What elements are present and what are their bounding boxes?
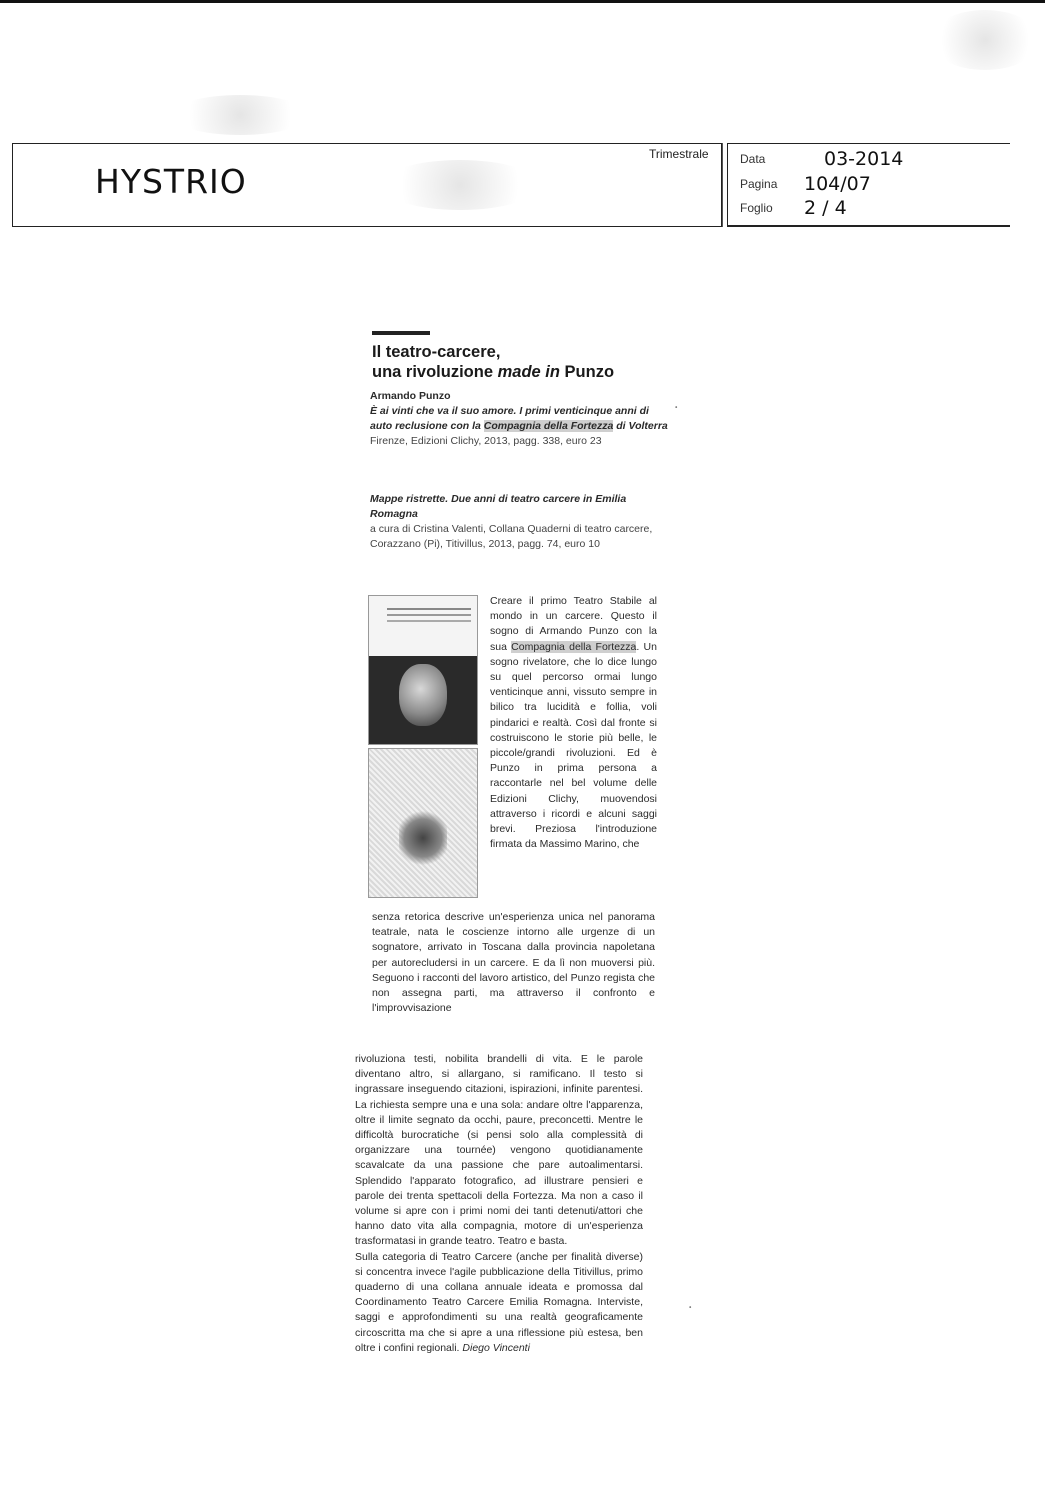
author-signature: Diego Vincenti xyxy=(462,1341,530,1354)
sheet-value: 2 / 4 xyxy=(804,197,847,219)
scan-mark: · xyxy=(688,1300,693,1316)
scan-mark: · xyxy=(674,400,679,416)
book1-reference xyxy=(370,389,670,449)
headline-line1: Il teatro-carcere, xyxy=(372,343,501,361)
article-paragraph-3-4 xyxy=(355,1052,643,1356)
book1-title-highlight: Compagnia della Fortezza xyxy=(483,420,614,432)
book2-cover-image xyxy=(368,748,478,898)
headline-line2-pre: una rivoluzione xyxy=(372,363,498,381)
masthead-title: HYSTRIO xyxy=(95,162,247,201)
book2-title: Mappe ristrette. Due anni di teatro carcere in Emilia Romagna xyxy=(370,493,627,520)
book1-publisher: Firenze, Edizioni Clichy, 2013, pagg. 338, euro 23 xyxy=(370,435,602,447)
page-value: 104/07 xyxy=(804,173,871,195)
book1-title-pre: È ai vinti che va il suo amore. I primi venticinque anni di auto reclusione con la xyxy=(370,405,649,432)
cover-emblem xyxy=(399,809,447,867)
article-paragraph-1 xyxy=(490,594,657,852)
issue-meta-box xyxy=(727,143,1010,227)
scan-noise xyxy=(930,10,1040,70)
article-paragraph-2: senza retorica descrive un'esperienza unica nel panorama teatrale, nata le coscienze intorno alle urgenze di un sognatore, arrivato in Toscana dalla provincia napoletana per autorecludersi in un carcere. E da lì non muoversi più. Seguono i racconti del lavoro artistico, del Punzo regista che non assegna parti, ma attraverso il confronto e l'improvvisazione xyxy=(372,911,655,1015)
date-label: Data xyxy=(740,152,766,166)
masthead-box xyxy=(12,143,722,227)
scan-noise xyxy=(170,95,310,135)
top-scan-edge xyxy=(0,0,1045,3)
para3-text: rivoluziona testi, nobilita brandelli di vita. E le parole diventano altro, si allargano, si ramificano. Il testo si ingrassare inseguendo citazioni, ispirazioni, infinite parentesi. La richiesta sempre una e una sola: andare oltre l'apparenza, oltre il limite segnato da occhi, paure, preconcetti. Mentre le difficoltà burocratiche (si pensi solo alla complessità di organizzare una tournée) vengono quotidianamente scavalcate da una passione che pare autoalimentarsi. Splendido l'apparato fotografico, ad illustrare pensieri e parole dei trenta spettacoli della Fortezza. Ma non a caso il volume si apre con i primi nomi dei tanti detenuti/attori che hanno dato vita alla compagnia, motore di un'esperienza trasformatasi in grande teatro. Teatro e basta. xyxy=(355,1053,643,1248)
headline-line2-post: Punzo xyxy=(559,363,615,381)
book1-title xyxy=(370,404,670,434)
para1-highlight: Compagnia della Fortezza xyxy=(511,640,637,653)
portrait-photo xyxy=(399,664,447,726)
cover-title-lines xyxy=(387,608,471,610)
headline-line2-em: made in xyxy=(497,363,560,381)
periodicity-label: Trimestrale xyxy=(649,147,709,161)
book1-title-post: di Volterra xyxy=(613,420,668,432)
article-headline xyxy=(372,342,672,382)
book2-publisher: a cura di Cristina Valenti, Collana Quaderni di teatro carcere, Corazzano (Pi), Titivillus, 2013, pagg. 74, euro 10 xyxy=(370,523,653,550)
date-value: 03-2014 xyxy=(824,148,904,170)
page-label: Pagina xyxy=(740,177,778,191)
book1-author: Armando Punzo xyxy=(370,390,451,402)
article-rule xyxy=(372,331,430,335)
book2-reference xyxy=(370,492,670,552)
para1-text-a: Creare il primo Teatro Stabile al mondo in un carcere. Questo il sogno di Armando Punzo con la sua xyxy=(490,595,657,653)
sheet-label: Foglio xyxy=(740,201,773,215)
para4-text: Sulla categoria di Teatro Carcere (anche per finalità diverse) si concentra invece l'agile pubblicazione della Titivillus, primo quaderno di una collana annuale ideata e promossa dal Coordinamento Teatro Carcere Emilia Romagna. Interviste, saggi e approfondimenti su una realtà geograficamente circoscritta ma che si apre a una riflessione più estesa, ben oltre i confini regionali. xyxy=(355,1250,643,1354)
book1-cover-image xyxy=(368,595,478,745)
para1-text-b: . Un sogno rivelatore, che lo dice lungo su quel percorso ormai lungo venticinque anni, vissuto sempre in bilico tra lucidità e follia, voli pindarici e realtà. Così dal fronte si costruiscono le storie più belle, le piccole/grandi rivoluzioni. Ed è Punzo in prima persona a raccontarle nel bel volume delle Edizioni Clichy, muovendosi attraverso i ricordi e alcuni saggi brevi. Preziosa l'introduzione firmata da Massimo Marino, che xyxy=(490,640,657,851)
